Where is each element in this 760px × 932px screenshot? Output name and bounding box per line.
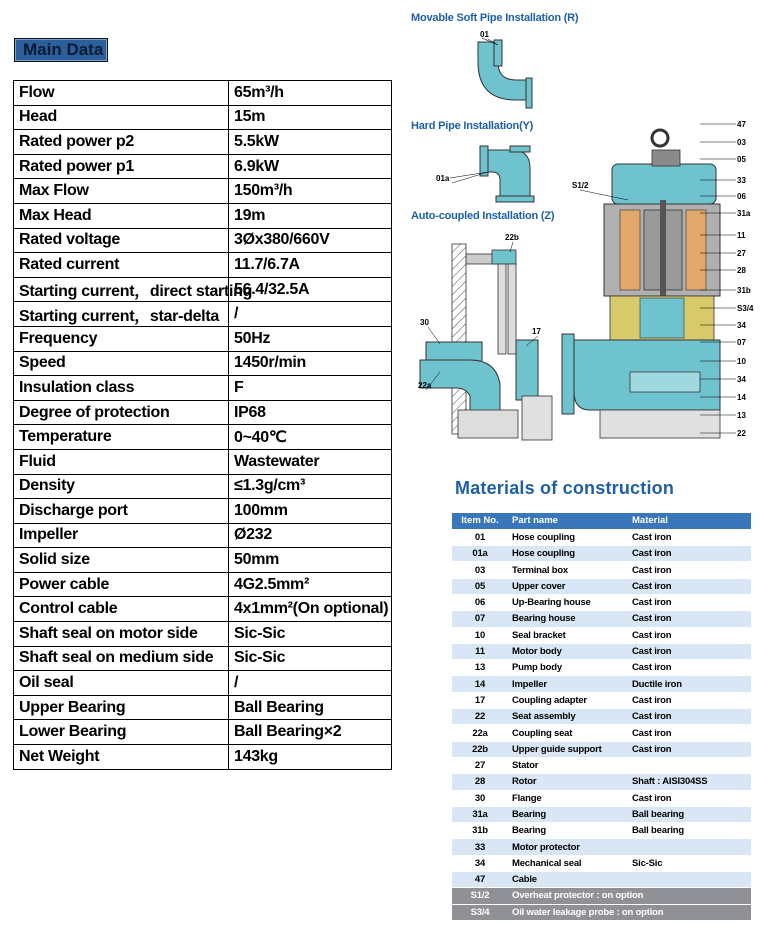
material-row: [452, 774, 751, 790]
material-item-no: 01: [452, 529, 508, 545]
note-text: Overheat protector : on option: [508, 888, 751, 904]
spec-label: Shaft seal on medium side: [14, 646, 229, 671]
material-part-name: Hose coupling: [508, 546, 628, 562]
material-part-name: Cable: [508, 872, 628, 888]
note-text: Oil water leakage probe : on option: [508, 904, 751, 920]
part-number-label: 47: [737, 120, 746, 129]
spec-row: [14, 622, 392, 647]
part-number-label: 03: [737, 138, 746, 147]
spec-label: Shaft seal on motor side: [14, 622, 229, 647]
spec-value: 19m: [229, 203, 392, 228]
spec-row: [14, 720, 392, 745]
material-row: [452, 627, 751, 643]
material-row: [452, 578, 751, 594]
materials-table: [452, 513, 751, 921]
material-material: Ball bearing: [628, 806, 751, 822]
spec-label: Net Weight: [14, 745, 229, 770]
spec-value: 11.7/6.7A: [229, 253, 392, 278]
part-number-label: 33: [737, 176, 746, 185]
material-part-name: Mechanical seal: [508, 855, 628, 871]
spec-row: [14, 400, 392, 425]
material-row: [452, 725, 751, 741]
spec-label: Flow: [14, 81, 229, 106]
part-number-label: 14: [737, 393, 746, 402]
material-row: [452, 529, 751, 545]
part-number-label: 22a: [418, 381, 432, 390]
spec-value: Wastewater: [229, 449, 392, 474]
material-item-no: 30: [452, 790, 508, 806]
spec-row: [14, 203, 392, 228]
part-number-label: 01a: [436, 174, 450, 183]
materials-header-row: [452, 513, 751, 529]
part-number-label: 10: [737, 357, 746, 366]
material-part-name: Bearing: [508, 823, 628, 839]
spec-label: Max Flow: [14, 179, 229, 204]
material-item-no: 05: [452, 578, 508, 594]
spec-label: Fluid: [14, 449, 229, 474]
spec-label: Discharge port: [14, 499, 229, 524]
spec-value: 50Hz: [229, 326, 392, 351]
hard-pipe-elbow-drawing: [450, 146, 534, 202]
spec-value: 0~40℃: [229, 425, 392, 450]
spec-value: 4x1mm²(On optional): [229, 597, 392, 622]
part-number-label: 01: [480, 30, 489, 39]
material-part-name: Seat assembly: [508, 709, 628, 725]
spec-row: [14, 326, 392, 351]
spec-label: Insulation class: [14, 376, 229, 401]
spec-label: Temperature: [14, 425, 229, 450]
auto-coupled-drawing: [420, 244, 552, 440]
spec-row: [14, 695, 392, 720]
part-number-label: 30: [420, 318, 429, 327]
material-part-name: Motor protector: [508, 839, 628, 855]
spec-value: 6.9kW: [229, 154, 392, 179]
spec-row: [14, 179, 392, 204]
material-item-no: 47: [452, 872, 508, 888]
material-row: [452, 594, 751, 610]
material-material: Cast iron: [628, 741, 751, 757]
material-row: [452, 757, 751, 773]
material-item-no: 27: [452, 757, 508, 773]
spec-label: Frequency: [14, 326, 229, 351]
material-material: Cast iron: [628, 562, 751, 578]
spec-label: Starting current，star-delta: [14, 302, 229, 327]
material-material: [628, 757, 751, 773]
spec-row: [14, 105, 392, 130]
spec-label: Density: [14, 474, 229, 499]
part-number-label: 17: [532, 327, 541, 336]
material-item-no: 13: [452, 660, 508, 676]
spec-row: [14, 228, 392, 253]
material-material: Cast iron: [628, 611, 751, 627]
part-number-label: 22b: [505, 233, 519, 242]
soft-pipe-elbow-drawing: [478, 38, 532, 108]
spec-label: Rated voltage: [14, 228, 229, 253]
spec-value: 65m³/h: [229, 81, 392, 106]
spec-label: Control cable: [14, 597, 229, 622]
header-material: Material: [628, 513, 751, 529]
part-number-label: 34: [737, 375, 746, 384]
material-material: Cast iron: [628, 546, 751, 562]
spec-label: Rated current: [14, 253, 229, 278]
material-part-name: Up-Bearing house: [508, 594, 628, 610]
material-part-name: Upper cover: [508, 578, 628, 594]
material-material: Cast iron: [628, 643, 751, 659]
material-part-name: Flange: [508, 790, 628, 806]
spec-value: /: [229, 671, 392, 696]
material-part-name: Terminal box: [508, 562, 628, 578]
materials-title: Materials of construction: [455, 478, 675, 498]
material-row: [452, 692, 751, 708]
material-item-no: 28: [452, 774, 508, 790]
spec-row: [14, 597, 392, 622]
material-row: [452, 660, 751, 676]
material-item-no: 01a: [452, 546, 508, 562]
part-number-label: 05: [737, 155, 746, 164]
spec-label: Rated power p2: [14, 130, 229, 155]
note-item-no: S3/4: [452, 904, 508, 920]
material-item-no: 14: [452, 676, 508, 692]
spec-value: 100mm: [229, 499, 392, 524]
spec-row: [14, 253, 392, 278]
material-part-name: Seal bracket: [508, 627, 628, 643]
part-number-label: 27: [737, 249, 746, 258]
header-item-no: Item No.: [452, 513, 508, 529]
spec-value: IP68: [229, 400, 392, 425]
material-item-no: 33: [452, 839, 508, 855]
spec-row: [14, 548, 392, 573]
main-data-title: Main Data: [14, 38, 108, 62]
material-row: [452, 741, 751, 757]
material-row: [452, 643, 751, 659]
material-row: [452, 562, 751, 578]
spec-row: [14, 81, 392, 106]
material-row: [452, 823, 751, 839]
material-material: Cast iron: [628, 594, 751, 610]
callout-line: [452, 172, 488, 183]
material-material: [628, 872, 751, 888]
spec-row: [14, 523, 392, 548]
part-number-label: S3/4: [737, 304, 754, 313]
material-material: Cast iron: [628, 578, 751, 594]
spec-label: Degree of protection: [14, 400, 229, 425]
material-row: [452, 839, 751, 855]
spec-row: [14, 351, 392, 376]
material-item-no: 22b: [452, 741, 508, 757]
spec-row: [14, 474, 392, 499]
spec-value: 3Øx380/660V: [229, 228, 392, 253]
material-part-name: Pump body: [508, 660, 628, 676]
spec-value: Sic-Sic: [229, 646, 392, 671]
spec-label: Speed: [14, 351, 229, 376]
part-number-label: 11: [737, 231, 746, 240]
spec-value: Ball Bearing×2: [229, 720, 392, 745]
note-item-no: S1/2: [452, 888, 508, 904]
callout-line: [428, 327, 440, 344]
material-row: [452, 709, 751, 725]
material-material: Cast iron: [628, 709, 751, 725]
material-material: Cast iron: [628, 627, 751, 643]
material-note-row: [452, 904, 751, 920]
spec-value: ≤1.3g/cm³: [229, 474, 392, 499]
material-part-name: Motor body: [508, 643, 628, 659]
spec-label: Solid size: [14, 548, 229, 573]
material-part-name: Coupling seat: [508, 725, 628, 741]
material-item-no: 31b: [452, 823, 508, 839]
spec-row: [14, 572, 392, 597]
material-row: [452, 790, 751, 806]
spec-value: /: [229, 302, 392, 327]
material-part-name: Hose coupling: [508, 529, 628, 545]
spec-value: Ball Bearing: [229, 695, 392, 720]
material-item-no: 22: [452, 709, 508, 725]
material-material: Shaft : AISI304SS: [628, 774, 751, 790]
main-data-table: [13, 80, 392, 770]
pump-installation-diagram: [405, 0, 760, 450]
spec-value: 5.5kW: [229, 130, 392, 155]
spec-row: [14, 277, 392, 302]
part-number-label: 28: [737, 266, 746, 275]
material-row: [452, 676, 751, 692]
spec-row: [14, 376, 392, 401]
spec-value: F: [229, 376, 392, 401]
material-material: [628, 839, 751, 855]
spec-value: 56.4/32.5A: [229, 277, 392, 302]
spec-label: Head: [14, 105, 229, 130]
part-number-label: 31a: [737, 209, 751, 218]
spec-row: [14, 646, 392, 671]
spec-value: 150m³/h: [229, 179, 392, 204]
material-row: [452, 806, 751, 822]
spec-row: [14, 130, 392, 155]
spec-row: [14, 499, 392, 524]
material-material: Ductile iron: [628, 676, 751, 692]
spec-row: [14, 671, 392, 696]
material-part-name: Bearing house: [508, 611, 628, 627]
spec-label: Starting current，direct starting: [14, 277, 229, 302]
material-row: [452, 872, 751, 888]
material-part-name: Coupling adapter: [508, 692, 628, 708]
material-item-no: 31a: [452, 806, 508, 822]
hard-pipe-title: Hard Pipe Installation(Y): [411, 120, 534, 132]
spec-value: 4G2.5mm²: [229, 572, 392, 597]
spec-label: Upper Bearing: [14, 695, 229, 720]
spec-row: [14, 449, 392, 474]
soft-pipe-title: Movable Soft Pipe Installation (R): [411, 12, 579, 24]
spec-value: 15m: [229, 105, 392, 130]
material-item-no: 34: [452, 855, 508, 871]
material-row: [452, 611, 751, 627]
spec-row: [14, 154, 392, 179]
material-material: Cast iron: [628, 725, 751, 741]
spec-label: Oil seal: [14, 671, 229, 696]
material-part-name: Stator: [508, 757, 628, 773]
spec-value: 50mm: [229, 548, 392, 573]
spec-row: [14, 745, 392, 770]
pump-cross-section-drawing: [562, 130, 720, 438]
material-material: Cast iron: [628, 660, 751, 676]
material-item-no: 06: [452, 594, 508, 610]
spec-row: [14, 425, 392, 450]
material-part-name: Upper guide support: [508, 741, 628, 757]
material-part-name: Bearing: [508, 806, 628, 822]
part-number-label: 13: [737, 411, 746, 420]
spec-label: Rated power p1: [14, 154, 229, 179]
spec-value: 1450r/min: [229, 351, 392, 376]
part-number-label: 22: [737, 429, 746, 438]
material-note-row: [452, 888, 751, 904]
part-number-label: 31b: [737, 286, 751, 295]
spec-label: Power cable: [14, 572, 229, 597]
spec-label: Impeller: [14, 523, 229, 548]
part-number-label: 34: [737, 321, 746, 330]
spec-value: Sic-Sic: [229, 622, 392, 647]
material-item-no: 03: [452, 562, 508, 578]
spec-row: [14, 302, 392, 327]
material-material: Cast iron: [628, 692, 751, 708]
material-part-name: Rotor: [508, 774, 628, 790]
material-item-no: 11: [452, 643, 508, 659]
material-material: Sic-Sic: [628, 855, 751, 871]
material-item-no: 22a: [452, 725, 508, 741]
material-part-name: Impeller: [508, 676, 628, 692]
spec-label: Lower Bearing: [14, 720, 229, 745]
part-number-label: S1/2: [572, 181, 589, 190]
material-material: Cast iron: [628, 529, 751, 545]
spec-label: Max Head: [14, 203, 229, 228]
header-part-name: Part name: [508, 513, 628, 529]
part-number-label: 07: [737, 338, 746, 347]
material-material: Ball bearing: [628, 823, 751, 839]
material-material: Cast iron: [628, 790, 751, 806]
part-number-label: 06: [737, 192, 746, 201]
material-row: [452, 855, 751, 871]
auto-coupled-title: Auto-coupled Installation (Z): [411, 210, 555, 222]
material-item-no: 07: [452, 611, 508, 627]
material-item-no: 10: [452, 627, 508, 643]
spec-value: Ø232: [229, 523, 392, 548]
material-row: [452, 546, 751, 562]
spec-value: 143kg: [229, 745, 392, 770]
material-item-no: 17: [452, 692, 508, 708]
